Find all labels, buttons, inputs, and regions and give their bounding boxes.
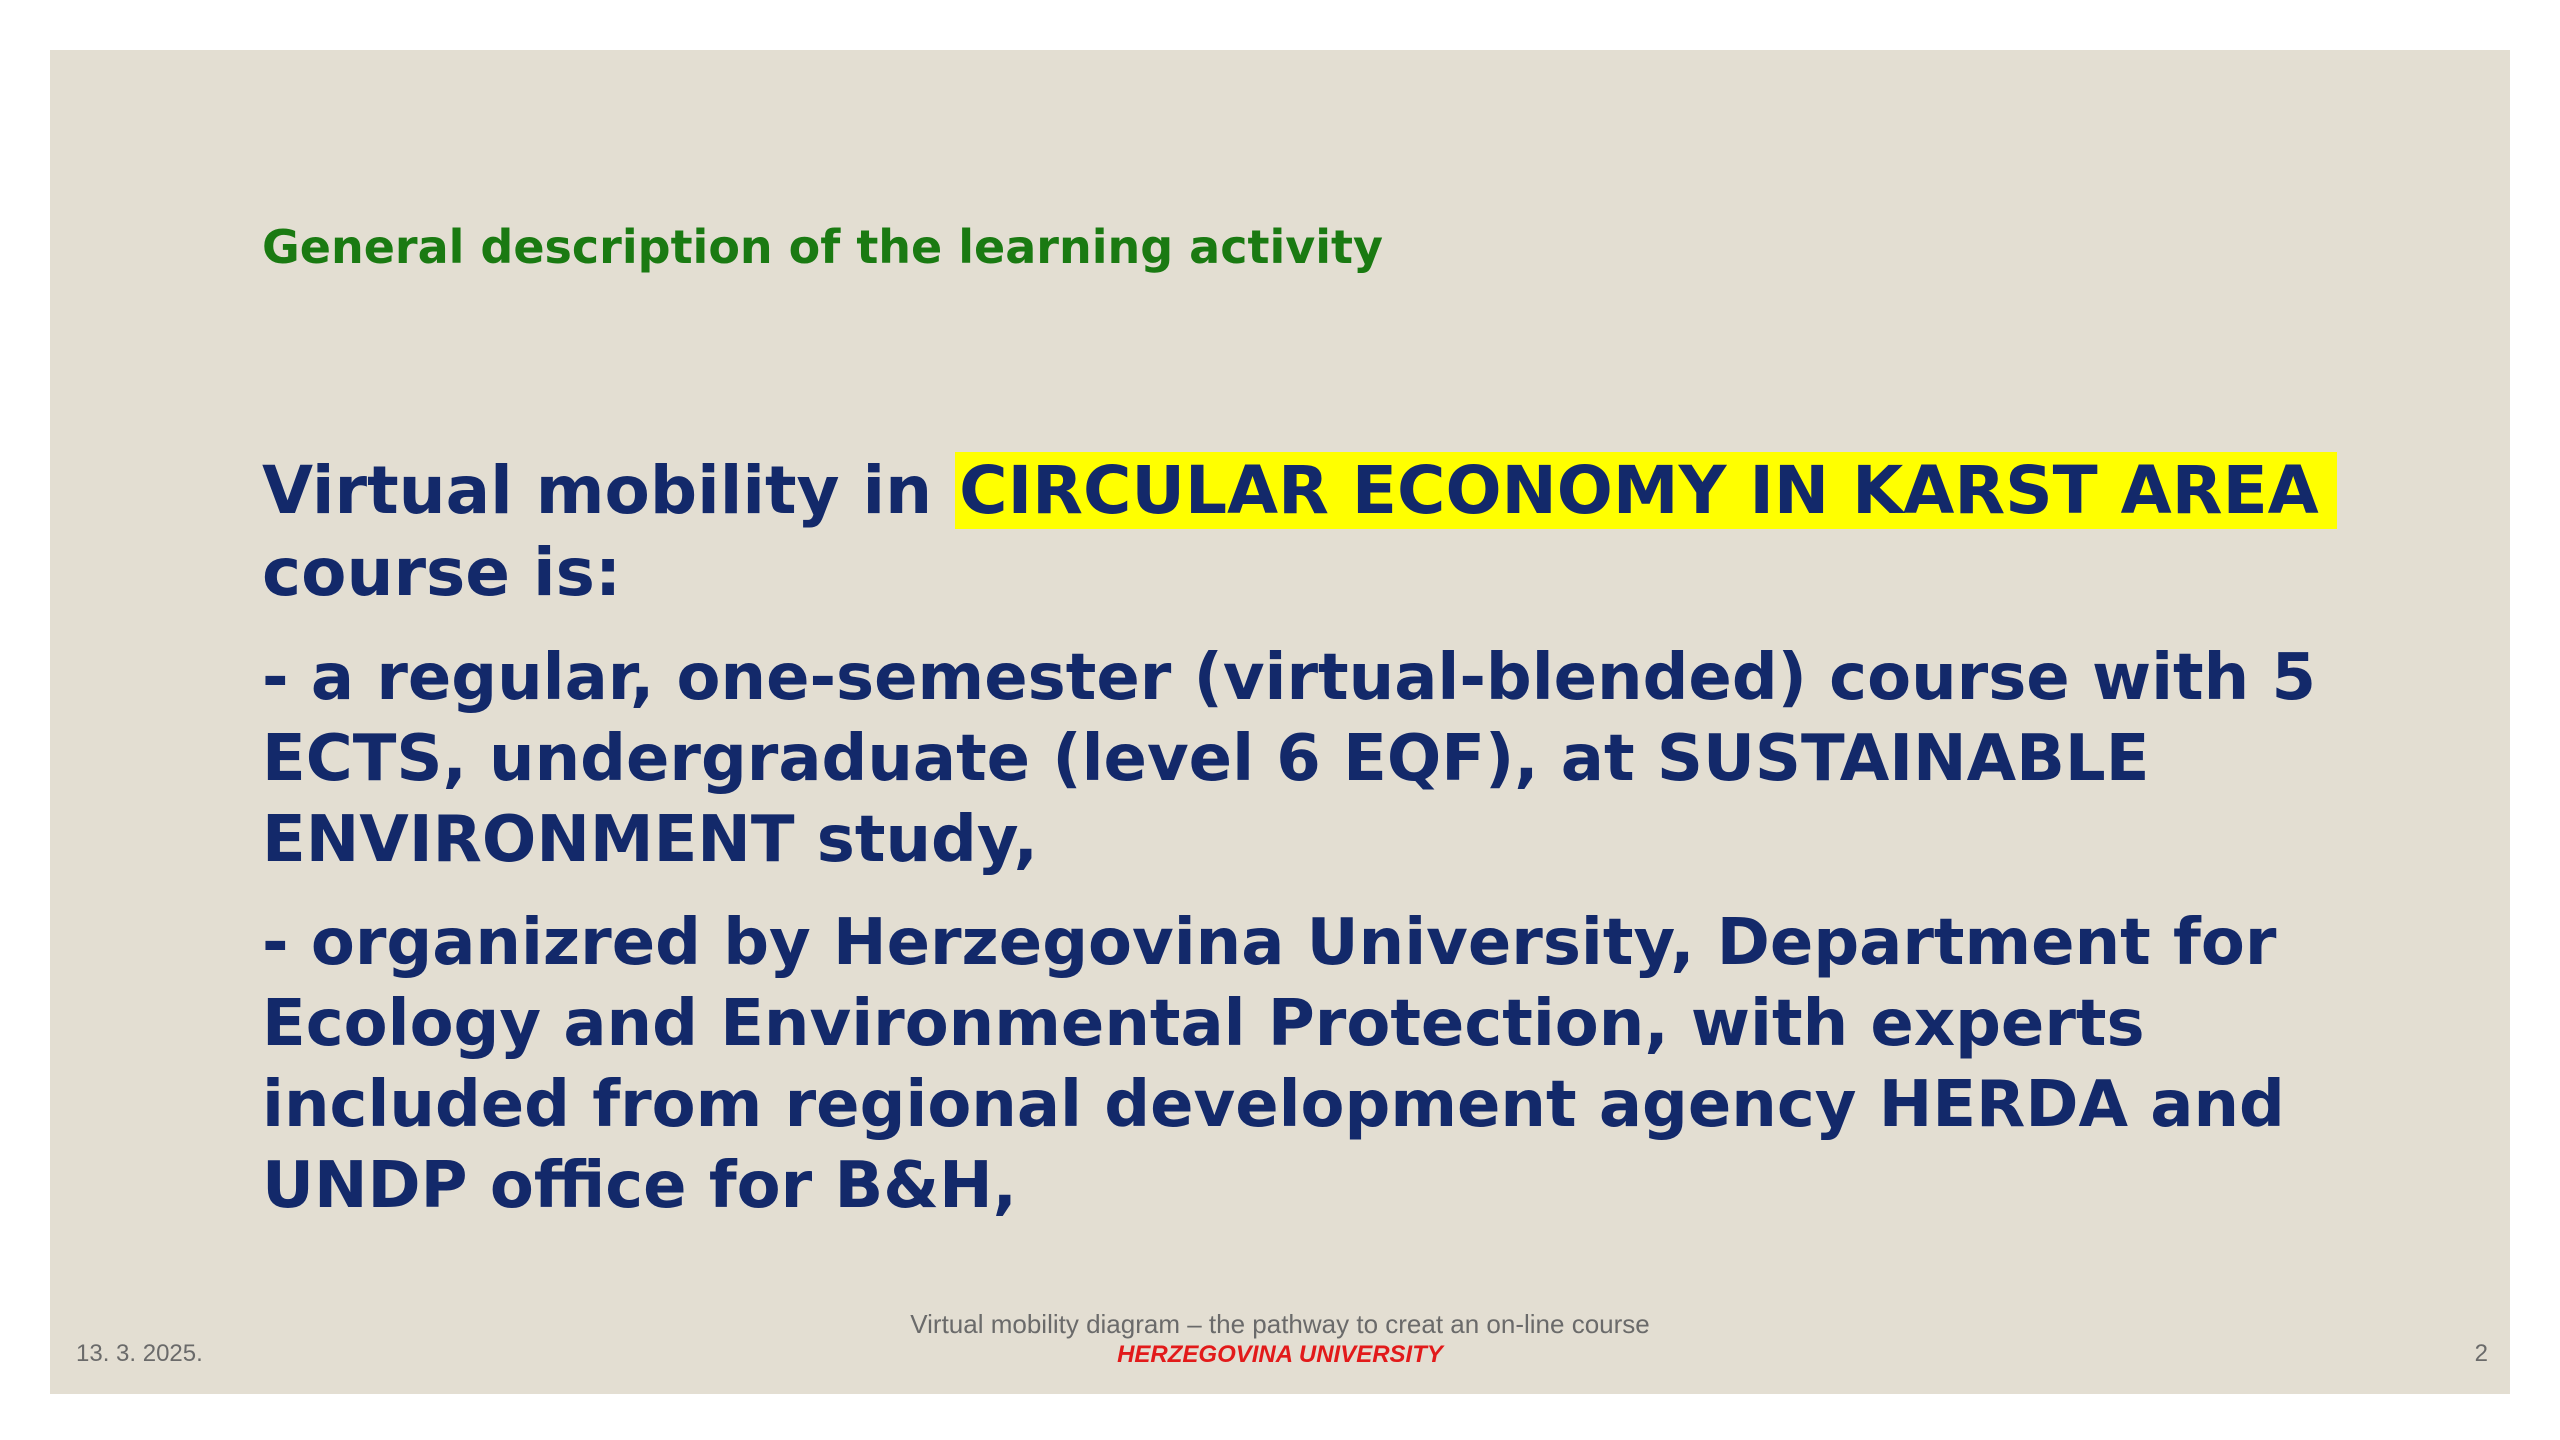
intro-paragraph bbox=[262, 450, 2412, 614]
bullet-item: - a regular, one-semester (virtual-blended) course with 5 ECTS, undergraduate (level 6 EQF), at SUSTAINABLE ENVIRONMENT study, bbox=[262, 641, 2316, 877]
page-number: 2 bbox=[2474, 1340, 2488, 1367]
slide bbox=[50, 50, 2510, 1394]
course-title-highlight: CIRCULAR ECONOMY IN KARST AREA bbox=[955, 452, 2337, 529]
intro-suffix: course is: bbox=[262, 534, 622, 611]
intro-prefix: Virtual mobility in bbox=[262, 452, 956, 529]
slide-heading: General description of the learning activity bbox=[262, 220, 1383, 274]
footer-date: 13. 3. 2025. bbox=[76, 1340, 203, 1367]
bullet-item: - organizred by Herzegovina University, Department for Ecology and Environmental Protection, with experts included from regional development agency HERDA and UNDP office for B&H, bbox=[262, 906, 2285, 1223]
footer-caption: Virtual mobility diagram – the pathway to creat an on-line course bbox=[910, 1309, 1650, 1339]
footer-university: HERZEGOVINA UNIVERSITY bbox=[1117, 1341, 1443, 1368]
slide-body bbox=[262, 450, 2412, 1249]
footer-center bbox=[50, 1308, 2510, 1370]
